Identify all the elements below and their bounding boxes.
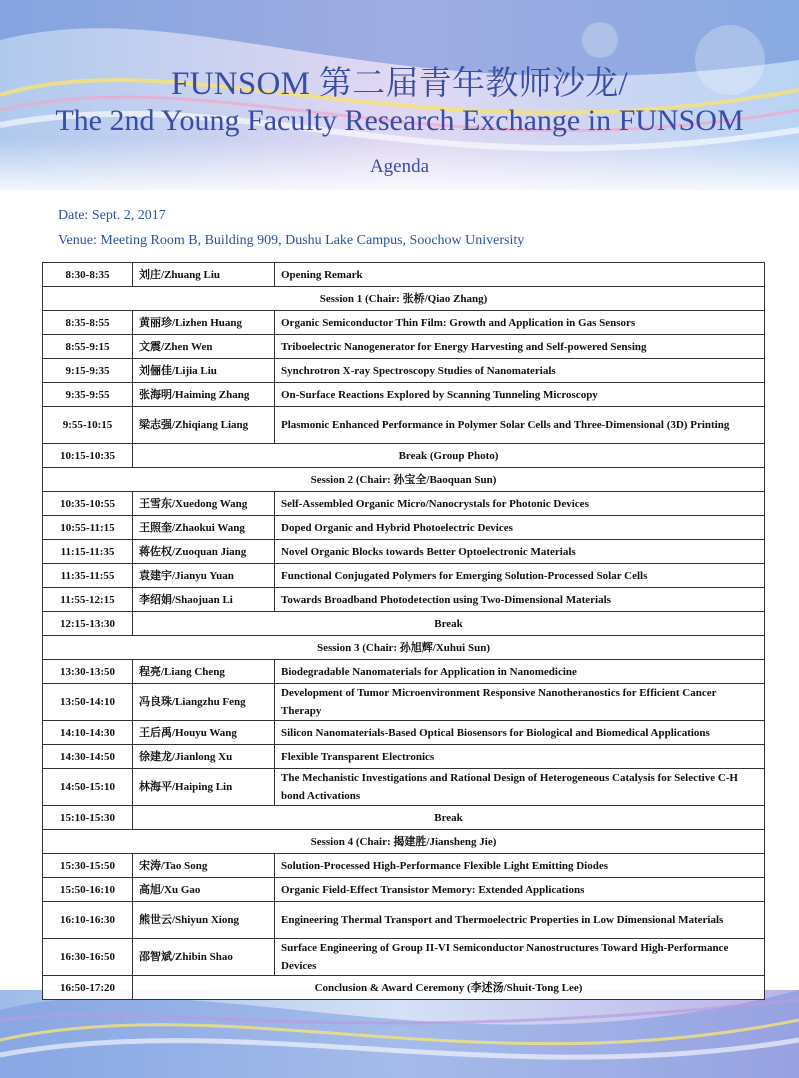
agenda-table — [42, 262, 765, 1000]
row-time: 9:55-10:15 — [43, 407, 133, 444]
row-time: 16:30-16:50 — [43, 939, 133, 976]
agenda-row — [43, 516, 765, 540]
session-title: Session 4 (Chair: 揭建胜/Jiansheng Jie) — [43, 830, 765, 854]
agenda-row — [43, 854, 765, 878]
row-speaker: 袁建宇/Jianyu Yuan — [133, 564, 275, 588]
row-topic: Opening Remark — [275, 263, 765, 287]
row-topic: Flexible Transparent Electronics — [275, 745, 765, 769]
break-row — [43, 612, 765, 636]
session-title: Session 3 (Chair: 孙旭辉/Xuhui Sun) — [43, 636, 765, 660]
agenda-row — [43, 263, 765, 287]
session-header-row — [43, 468, 765, 492]
row-speaker: 文震/Zhen Wen — [133, 335, 275, 359]
row-topic: Organic Semiconductor Thin Film: Growth and Application in Gas Sensors — [275, 311, 765, 335]
row-speaker: 林海平/Haiping Lin — [133, 769, 275, 806]
session-header-row — [43, 830, 765, 854]
row-topic: Doped Organic and Hybrid Photoelectric Devices — [275, 516, 765, 540]
agenda-row — [43, 721, 765, 745]
session-header-row — [43, 636, 765, 660]
agenda-row — [43, 902, 765, 939]
row-time: 14:10-14:30 — [43, 721, 133, 745]
row-speaker: 刘庄/Zhuang Liu — [133, 263, 275, 287]
row-time: 16:10-16:30 — [43, 902, 133, 939]
row-time: 11:55-12:15 — [43, 588, 133, 612]
row-topic: Engineering Thermal Transport and Thermoelectric Properties in Low Dimensional Materials — [275, 902, 765, 939]
title-chinese: FUNSOM 第二届青年教师沙龙/ — [170, 66, 629, 102]
row-topic: Development of Tumor Microenvironment Responsive Nanotheranostics for Efficient Cancer Therapy — [275, 684, 765, 721]
row-speaker: 冯良珠/Liangzhu Feng — [133, 684, 275, 721]
agenda-row — [43, 492, 765, 516]
row-time: 15:10-15:30 — [43, 806, 133, 830]
row-topic: Plasmonic Enhanced Performance in Polymer Solar Cells and Three-Dimensional (3D) Printing — [275, 407, 765, 444]
agenda-row — [43, 311, 765, 335]
session-header-row — [43, 287, 765, 311]
agenda-row — [43, 745, 765, 769]
row-speaker: 徐建龙/Jianlong Xu — [133, 745, 275, 769]
row-topic: Towards Broadband Photodetection using Two-Dimensional Materials — [275, 588, 765, 612]
agenda-row — [43, 564, 765, 588]
row-speaker: 梁志强/Zhiqiang Liang — [133, 407, 275, 444]
row-speaker: 王雪东/Xuedong Wang — [133, 492, 275, 516]
row-time: 16:50-17:20 — [43, 976, 133, 1000]
row-topic: Self-Assembled Organic Micro/Nanocrystals for Photonic Devices — [275, 492, 765, 516]
agenda-row — [43, 540, 765, 564]
row-time: 11:35-11:55 — [43, 564, 133, 588]
row-time: 14:30-14:50 — [43, 745, 133, 769]
row-time: 8:35-8:55 — [43, 311, 133, 335]
row-topic: Synchrotron X-ray Spectroscopy Studies of Nanomaterials — [275, 359, 765, 383]
agenda-row — [43, 660, 765, 684]
break-row — [43, 444, 765, 468]
row-speaker: 高旭/Xu Gao — [133, 878, 275, 902]
agenda-row — [43, 407, 765, 444]
agenda-row — [43, 769, 765, 806]
agenda-row — [43, 359, 765, 383]
row-topic: Novel Organic Blocks towards Better Optoelectronic Materials — [275, 540, 765, 564]
break-label: Conclusion & Award Ceremony (李述汤/Shuit-Tong Lee) — [133, 976, 765, 1000]
row-topic: Biodegradable Nanomaterials for Application in Nanomedicine — [275, 660, 765, 684]
row-time: 10:35-10:55 — [43, 492, 133, 516]
break-row — [43, 806, 765, 830]
agenda-row — [43, 939, 765, 976]
break-label: Break — [133, 612, 765, 636]
row-speaker: 宋涛/Tao Song — [133, 854, 275, 878]
row-speaker: 王照奎/Zhaokui Wang — [133, 516, 275, 540]
break-label: Break (Group Photo) — [133, 444, 765, 468]
break-row — [43, 976, 765, 1000]
row-speaker: 黄丽珍/Lizhen Huang — [133, 311, 275, 335]
row-time: 13:50-14:10 — [43, 684, 133, 721]
row-time: 8:30-8:35 — [43, 263, 133, 287]
event-venue: Venue: Meeting Room B, Building 909, Dushu Lake Campus, Soochow University — [58, 233, 525, 248]
row-topic: Silicon Nanomaterials-Based Optical Biosensors for Biological and Biomedical Applications — [275, 721, 765, 745]
agenda-heading: Agenda — [369, 156, 430, 177]
agenda-row — [43, 684, 765, 721]
row-speaker: 刘俪佳/Lijia Liu — [133, 359, 275, 383]
row-topic: Triboelectric Nanogenerator for Energy Harvesting and Self-powered Sensing — [275, 335, 765, 359]
row-time: 9:35-9:55 — [43, 383, 133, 407]
row-time: 14:50-15:10 — [43, 769, 133, 806]
row-time: 10:15-10:35 — [43, 444, 133, 468]
row-topic: Surface Engineering of Group II-VI Semiconductor Nanostructures Toward High-Performance Devices — [275, 939, 765, 976]
row-speaker: 张海明/Haiming Zhang — [133, 383, 275, 407]
row-time: 11:15-11:35 — [43, 540, 133, 564]
row-time: 13:30-13:50 — [43, 660, 133, 684]
session-title: Session 1 (Chair: 张桥/Qiao Zhang) — [43, 287, 765, 311]
agenda-row — [43, 335, 765, 359]
event-date: Date: Sept. 2, 2017 — [58, 208, 166, 223]
title-english: The 2nd Young Faculty Research Exchange in FUNSOM — [55, 104, 744, 137]
row-time: 12:15-13:30 — [43, 612, 133, 636]
row-topic: Functional Conjugated Polymers for Emerging Solution-Processed Solar Cells — [275, 564, 765, 588]
row-topic: Solution-Processed High-Performance Flexible Light Emitting Diodes — [275, 854, 765, 878]
row-topic: Organic Field-Effect Transistor Memory: Extended Applications — [275, 878, 765, 902]
row-speaker: 王后禹/Houyu Wang — [133, 721, 275, 745]
row-speaker: 蒋佐权/Zuoquan Jiang — [133, 540, 275, 564]
break-label: Break — [133, 806, 765, 830]
row-speaker: 李绍娟/Shaojuan Li — [133, 588, 275, 612]
row-time: 9:15-9:35 — [43, 359, 133, 383]
row-time: 10:55-11:15 — [43, 516, 133, 540]
row-time: 15:50-16:10 — [43, 878, 133, 902]
row-time: 8:55-9:15 — [43, 335, 133, 359]
row-speaker: 程亮/Liang Cheng — [133, 660, 275, 684]
agenda-row — [43, 588, 765, 612]
agenda-row — [43, 878, 765, 902]
row-topic: On-Surface Reactions Explored by Scanning Tunneling Microscopy — [275, 383, 765, 407]
row-topic: The Mechanistic Investigations and Rational Design of Heterogeneous Catalysis for Selective C-H bond Activations — [275, 769, 765, 806]
row-speaker: 熊世云/Shiyun Xiong — [133, 902, 275, 939]
row-speaker: 邵智斌/Zhibin Shao — [133, 939, 275, 976]
agenda-row — [43, 383, 765, 407]
row-time: 15:30-15:50 — [43, 854, 133, 878]
session-title: Session 2 (Chair: 孙宝全/Baoquan Sun) — [43, 468, 765, 492]
